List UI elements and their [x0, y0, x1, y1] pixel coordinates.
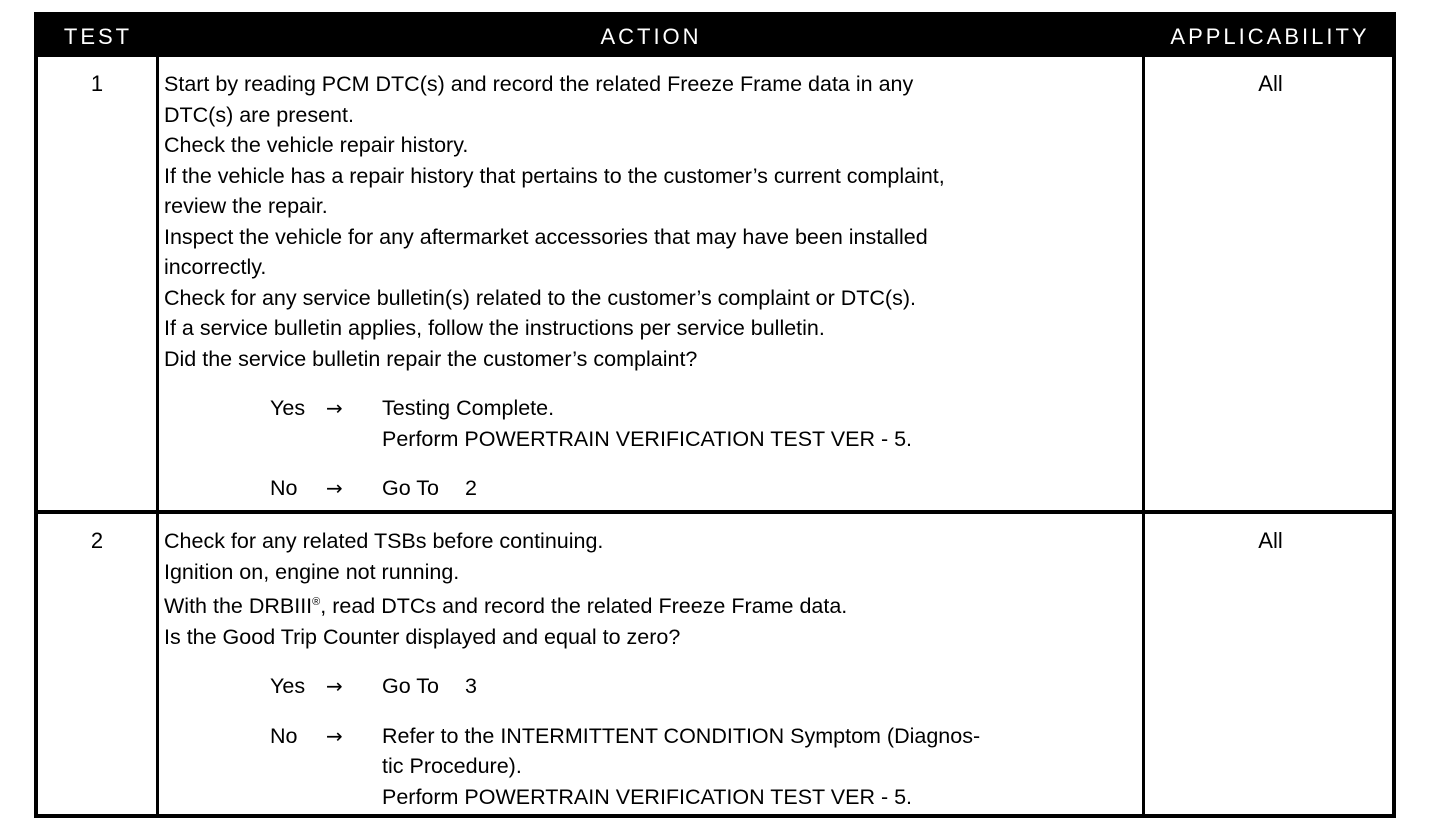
action-cell	[164, 526, 1134, 812]
no-label: No	[270, 476, 298, 500]
action-line: Ignition on, engine not running.	[164, 559, 460, 584]
outcome-line: Perform POWERTRAIN VERIFICATION TEST VER - 5.	[382, 784, 913, 809]
action-line	[164, 587, 1134, 622]
outcome-line: Refer to the INTERMITTENT CONDITION Symptom (Diagnos-	[382, 723, 981, 748]
goto-text: Go To	[382, 476, 439, 500]
action-line: If the vehicle has a repair history that pertains to the customer’s current complaint,	[164, 163, 945, 188]
goto-text: Go To	[382, 674, 439, 699]
header-test: TEST	[63, 24, 133, 49]
test-number: 1	[90, 71, 104, 96]
yes-label: Yes	[270, 396, 306, 420]
header-action: ACTION	[600, 24, 702, 49]
yes-result	[270, 393, 1134, 454]
test-number: 2	[90, 528, 104, 553]
goto-link[interactable]: 2	[464, 476, 477, 500]
table-row	[38, 57, 1392, 510]
action-line: DTC(s) are present.	[164, 102, 354, 127]
table-header	[38, 16, 1392, 57]
no-outcome	[382, 473, 1134, 504]
outcome-line: Testing Complete.	[382, 396, 555, 420]
action-line: incorrectly.	[164, 255, 267, 279]
no-result	[270, 721, 1134, 813]
action-line: Inspect the vehicle for any aftermarket accessories that may have been installed	[164, 224, 928, 249]
yes-outcome	[382, 393, 1134, 454]
action-line: Check the vehicle repair history.	[164, 133, 469, 157]
action-line: Start by reading PCM DTC(s) and record the related Freeze Frame data in any	[164, 72, 914, 96]
applicability-value: All	[1258, 528, 1283, 553]
right-arrow-icon: →	[326, 674, 343, 699]
action-line: Did the service bulletin repair the customer’s complaint?	[164, 346, 698, 371]
no-outcome	[382, 721, 1134, 813]
right-arrow-icon: →	[326, 476, 343, 500]
action-text: , read DTCs and record the related Freeze Frame data.	[320, 594, 848, 619]
action-text: With the DRBIII	[164, 594, 313, 619]
header-applicability: APPLICABILITY	[1170, 24, 1370, 49]
no-result	[270, 473, 1134, 504]
action-line: Check for any related TSBs before continuing.	[164, 529, 604, 553]
right-arrow-icon: →	[326, 396, 343, 420]
yes-outcome	[382, 671, 1134, 702]
no-label: No	[270, 723, 298, 748]
right-arrow-icon: →	[326, 723, 343, 748]
yes-label: Yes	[270, 674, 306, 699]
table-row	[38, 514, 1392, 818]
registered-mark: ®	[312, 596, 321, 608]
diagnostic-test-table	[34, 12, 1396, 818]
action-line: review the repair.	[164, 194, 328, 218]
action-line: If a service bulletin applies, follow the instructions per service bulletin.	[164, 316, 825, 340]
yes-result	[270, 671, 1134, 702]
applicability-value: All	[1258, 71, 1283, 96]
goto-link[interactable]: 3	[464, 674, 477, 699]
outcome-line: tic Procedure).	[382, 754, 522, 779]
outcome-line: Perform POWERTRAIN VERIFICATION TEST VER - 5.	[382, 426, 913, 451]
action-line: Is the Good Trip Counter displayed and equal to zero?	[164, 624, 681, 649]
action-line: Check for any service bulletin(s) related to the customer’s complaint or DTC(s).	[164, 285, 916, 310]
action-cell	[164, 69, 1134, 504]
